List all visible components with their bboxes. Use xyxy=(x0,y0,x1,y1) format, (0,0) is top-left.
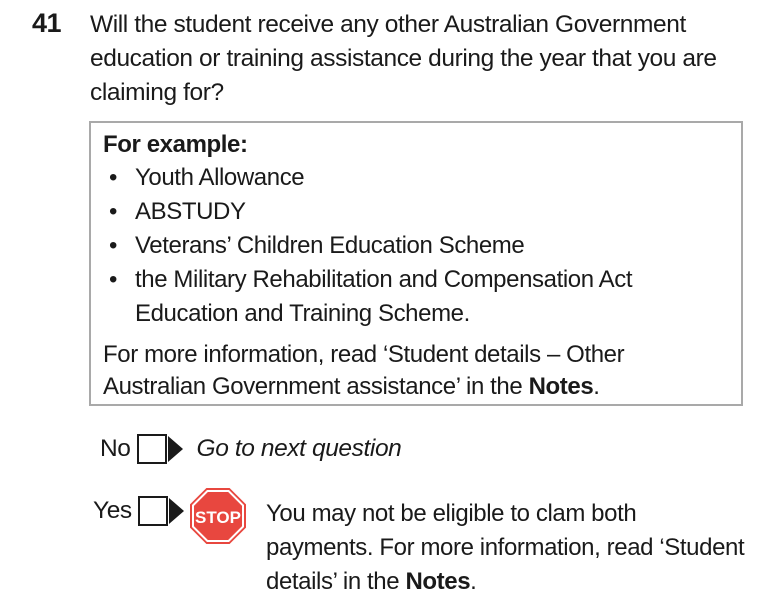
yes-checkbox[interactable] xyxy=(138,496,168,526)
bullet-icon: • xyxy=(109,164,118,191)
option-yes-label: Yes xyxy=(93,497,132,524)
notes-reference: Notes xyxy=(405,568,471,595)
notes-reference: Notes xyxy=(528,373,594,400)
bullet-icon: • xyxy=(109,198,118,225)
example-item-label: Veterans’ Children Education Scheme xyxy=(135,232,525,259)
yes-note-suffix: . xyxy=(470,568,477,595)
option-no-row xyxy=(100,434,401,464)
arrow-right-icon xyxy=(168,436,183,462)
example-heading: For example: xyxy=(103,131,248,158)
question-text: Will the student receive any other Australian Government education or training assistance during the year that you are claiming for? xyxy=(90,11,717,106)
list-item xyxy=(103,263,729,331)
stop-sign-icon xyxy=(190,488,246,544)
question-number: 41 xyxy=(32,8,62,38)
list-item xyxy=(103,195,729,229)
example-item-label: the Military Rehabilitation and Compensation Act Education and Training Scheme. xyxy=(135,266,633,327)
bullet-icon: • xyxy=(109,266,118,293)
option-no-label: No xyxy=(100,435,131,462)
go-to-next-instruction: Go to next question xyxy=(196,435,402,462)
list-item xyxy=(103,161,729,195)
bullet-icon: • xyxy=(109,232,118,259)
example-item-label: ABSTUDY xyxy=(135,198,246,225)
more-info-suffix: . xyxy=(593,373,600,400)
no-checkbox[interactable] xyxy=(137,434,167,464)
yes-note xyxy=(266,497,746,599)
example-box xyxy=(89,121,743,406)
option-yes-row xyxy=(93,496,184,526)
arrow-right-icon xyxy=(169,498,184,524)
example-list xyxy=(103,161,729,331)
stop-label: STOP xyxy=(195,508,241,527)
list-item xyxy=(103,229,729,263)
more-info-text xyxy=(103,339,729,403)
yes-note-prefix: You may not be eligible to clam both payments. For more information, read ‘Student details’ in the xyxy=(266,500,745,595)
example-item-label: Youth Allowance xyxy=(135,164,305,191)
more-info-prefix: For more information, read ‘Student details – Other Australian Government assistance’ in the xyxy=(103,341,625,400)
